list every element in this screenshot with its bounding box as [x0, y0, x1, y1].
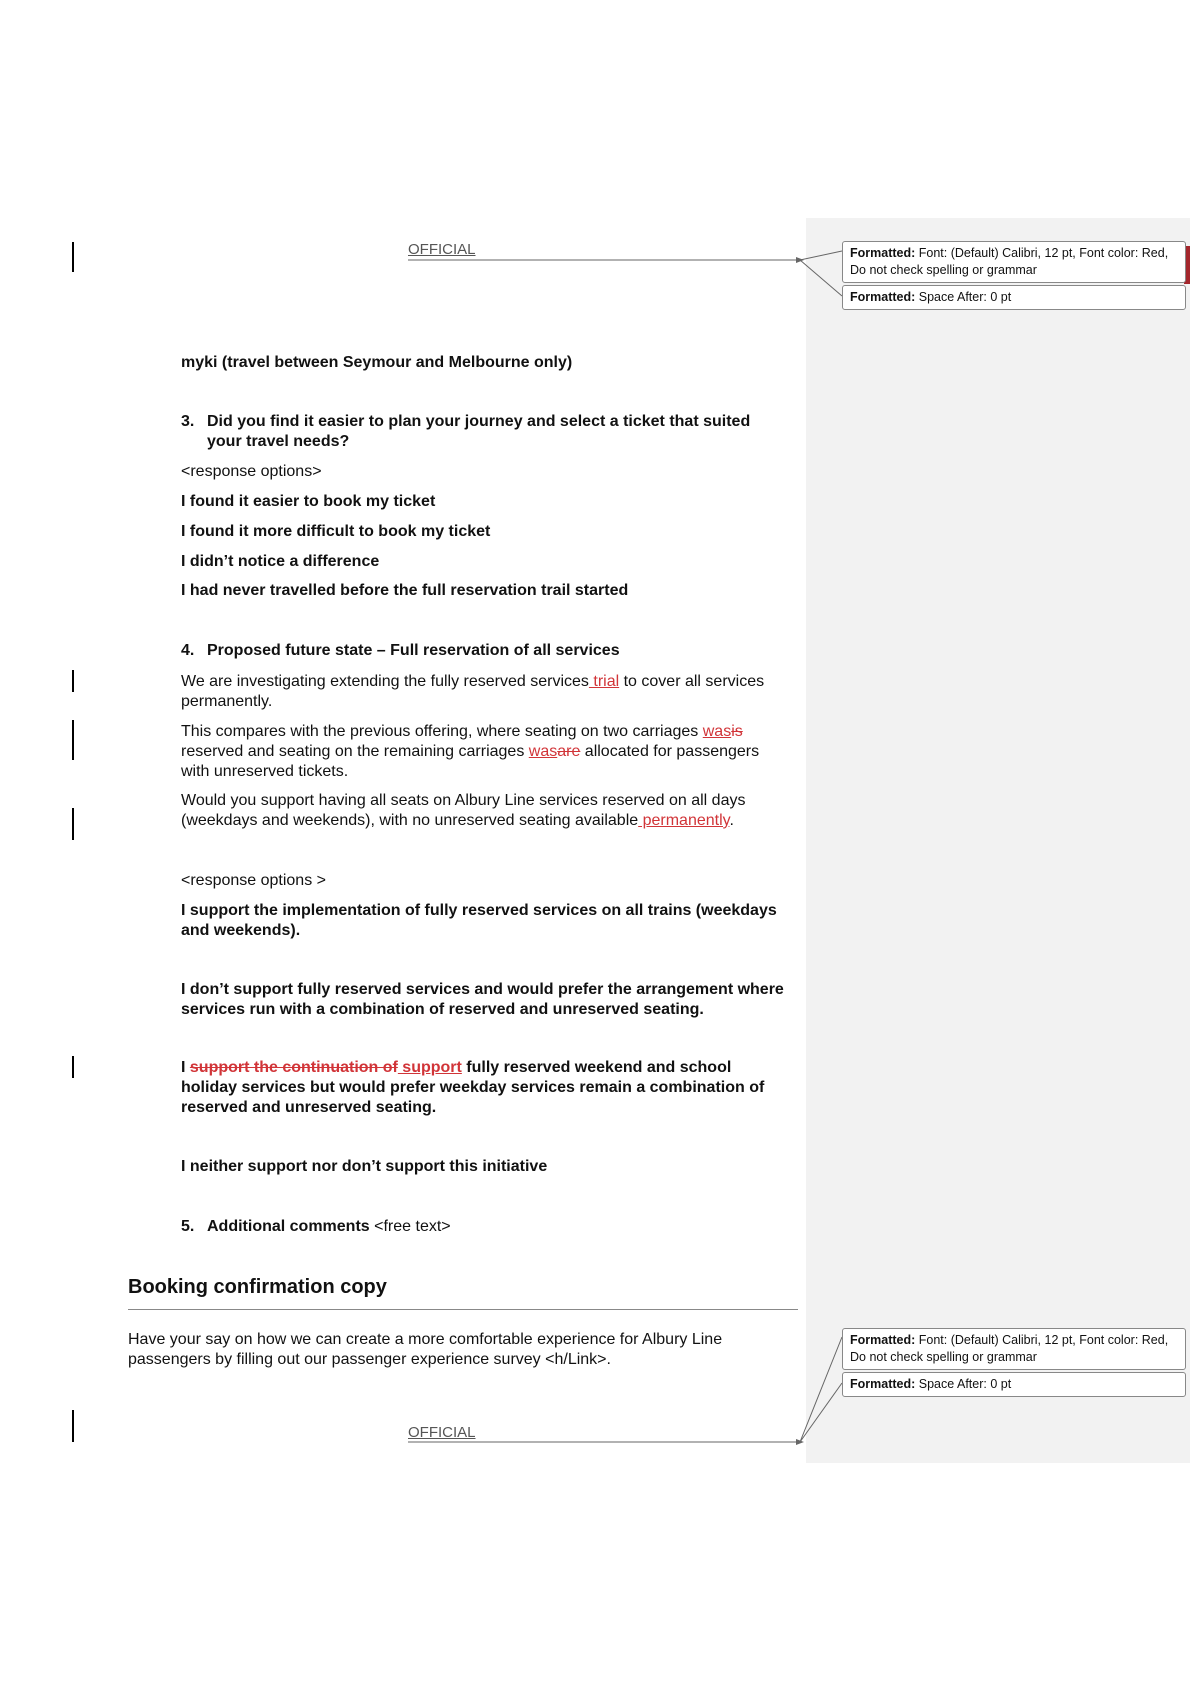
- heading-rule: [128, 1309, 798, 1310]
- paragraph-cont: [181, 811, 734, 831]
- paragraph: Would you support having all seats on Albury Line services reserved on all days: [181, 792, 746, 809]
- response-option-cont: and weekends).: [181, 922, 301, 939]
- paragraph: Have your say on how we can create a more comfortable experience for Albury Line: [128, 1331, 723, 1348]
- paragraph-cont: [181, 742, 759, 762]
- comment-label: Formatted:: [850, 290, 916, 304]
- inserted-text: was: [702, 723, 732, 740]
- inserted-text: support: [397, 1059, 462, 1076]
- format-comment[interactable]: [842, 1372, 1186, 1397]
- header-official-label: OFFICIAL: [408, 241, 476, 258]
- response-option-cont: reserved and unreserved seating.: [181, 1099, 437, 1116]
- text-run: reserved and seating on the remaining carriages: [181, 743, 529, 760]
- text-run: I: [181, 1059, 190, 1076]
- text-run: .: [729, 812, 734, 829]
- question-number: 5.: [181, 1218, 195, 1235]
- response-option: I didn’t notice a difference: [181, 553, 380, 570]
- comment-label: Formatted:: [850, 246, 916, 260]
- section-heading: Booking confirmation copy: [128, 1276, 387, 1298]
- format-comment[interactable]: [842, 1328, 1186, 1370]
- text-run: (weekdays and weekends), with no unreserved seating available: [181, 812, 639, 829]
- inserted-text: was: [528, 743, 558, 760]
- response-option: I support the implementation of fully reserved services on all trains (weekdays: [181, 902, 777, 919]
- response-option: I found it easier to book my ticket: [181, 493, 436, 510]
- response-option: I had never travelled before the full reservation trail started: [181, 582, 629, 599]
- question-text: Did you find it easier to plan your journey and select a ticket that suited: [207, 413, 751, 430]
- comment-text: Font: (Default) Calibri, 12 pt, Font color: Red, Do not check spelling or grammar: [850, 246, 1169, 277]
- inserted-text: permanently: [638, 812, 730, 829]
- response-option-cont: services run with a combination of reserved and unreserved seating.: [181, 1001, 704, 1018]
- response-option: I don’t support fully reserved services and would prefer the arrangement where: [181, 981, 784, 998]
- comment-label: Formatted:: [850, 1377, 916, 1391]
- comment-text: Font: (Default) Calibri, 12 pt, Font color: Red, Do not check spelling or grammar: [850, 1333, 1169, 1364]
- format-comment[interactable]: [842, 285, 1186, 310]
- paragraph-cont: permanently.: [181, 693, 273, 710]
- response-option: [181, 1058, 731, 1078]
- format-comment[interactable]: [842, 241, 1186, 283]
- question-4: [181, 641, 620, 661]
- question-5: [181, 1217, 451, 1237]
- question-number: 4.: [181, 642, 195, 659]
- comment-text: Space After: 0 pt: [918, 1377, 1012, 1391]
- text-run: fully reserved weekend and school: [461, 1059, 732, 1076]
- question-title: Proposed future state – Full reservation of all services: [207, 642, 620, 659]
- question-text-cont: your travel needs?: [207, 433, 350, 450]
- deleted-text: is: [731, 723, 743, 740]
- response-option: I found it more difficult to book my ticket: [181, 523, 491, 540]
- response-options-label: <response options>: [181, 463, 322, 480]
- question-suffix: <free text>: [369, 1218, 451, 1235]
- text-run: allocated for passengers: [580, 743, 760, 760]
- paragraph: [181, 672, 764, 692]
- response-option: I neither support nor don’t support this initiative: [181, 1158, 548, 1175]
- deleted-text: are: [557, 743, 581, 760]
- inserted-text: trial: [588, 673, 620, 690]
- myki-option: myki (travel between Seymour and Melbourne only): [181, 354, 573, 371]
- deleted-text: support the continuation of: [189, 1059, 398, 1076]
- question-title: Additional comments: [207, 1218, 370, 1235]
- comment-label: Formatted:: [850, 1333, 916, 1347]
- text-run: We are investigating extending the fully reserved services: [181, 673, 589, 690]
- response-option-cont: holiday services but would prefer weekday services remain a combination of: [181, 1079, 765, 1096]
- paragraph-cont: passengers by filling out our passenger experience survey <h/Link>.: [128, 1351, 611, 1368]
- comment-text: Space After: 0 pt: [918, 290, 1012, 304]
- response-options-label: <response options >: [181, 872, 326, 889]
- footer-official-label: OFFICIAL: [408, 1424, 476, 1441]
- text-run: to cover all services: [619, 673, 765, 690]
- paragraph-cont: with unreserved tickets.: [181, 763, 349, 780]
- question-3: [181, 412, 750, 432]
- text-run: This compares with the previous offering, where seating on two carriages: [181, 723, 703, 740]
- question-number: 3.: [181, 413, 195, 430]
- paragraph: [181, 722, 743, 742]
